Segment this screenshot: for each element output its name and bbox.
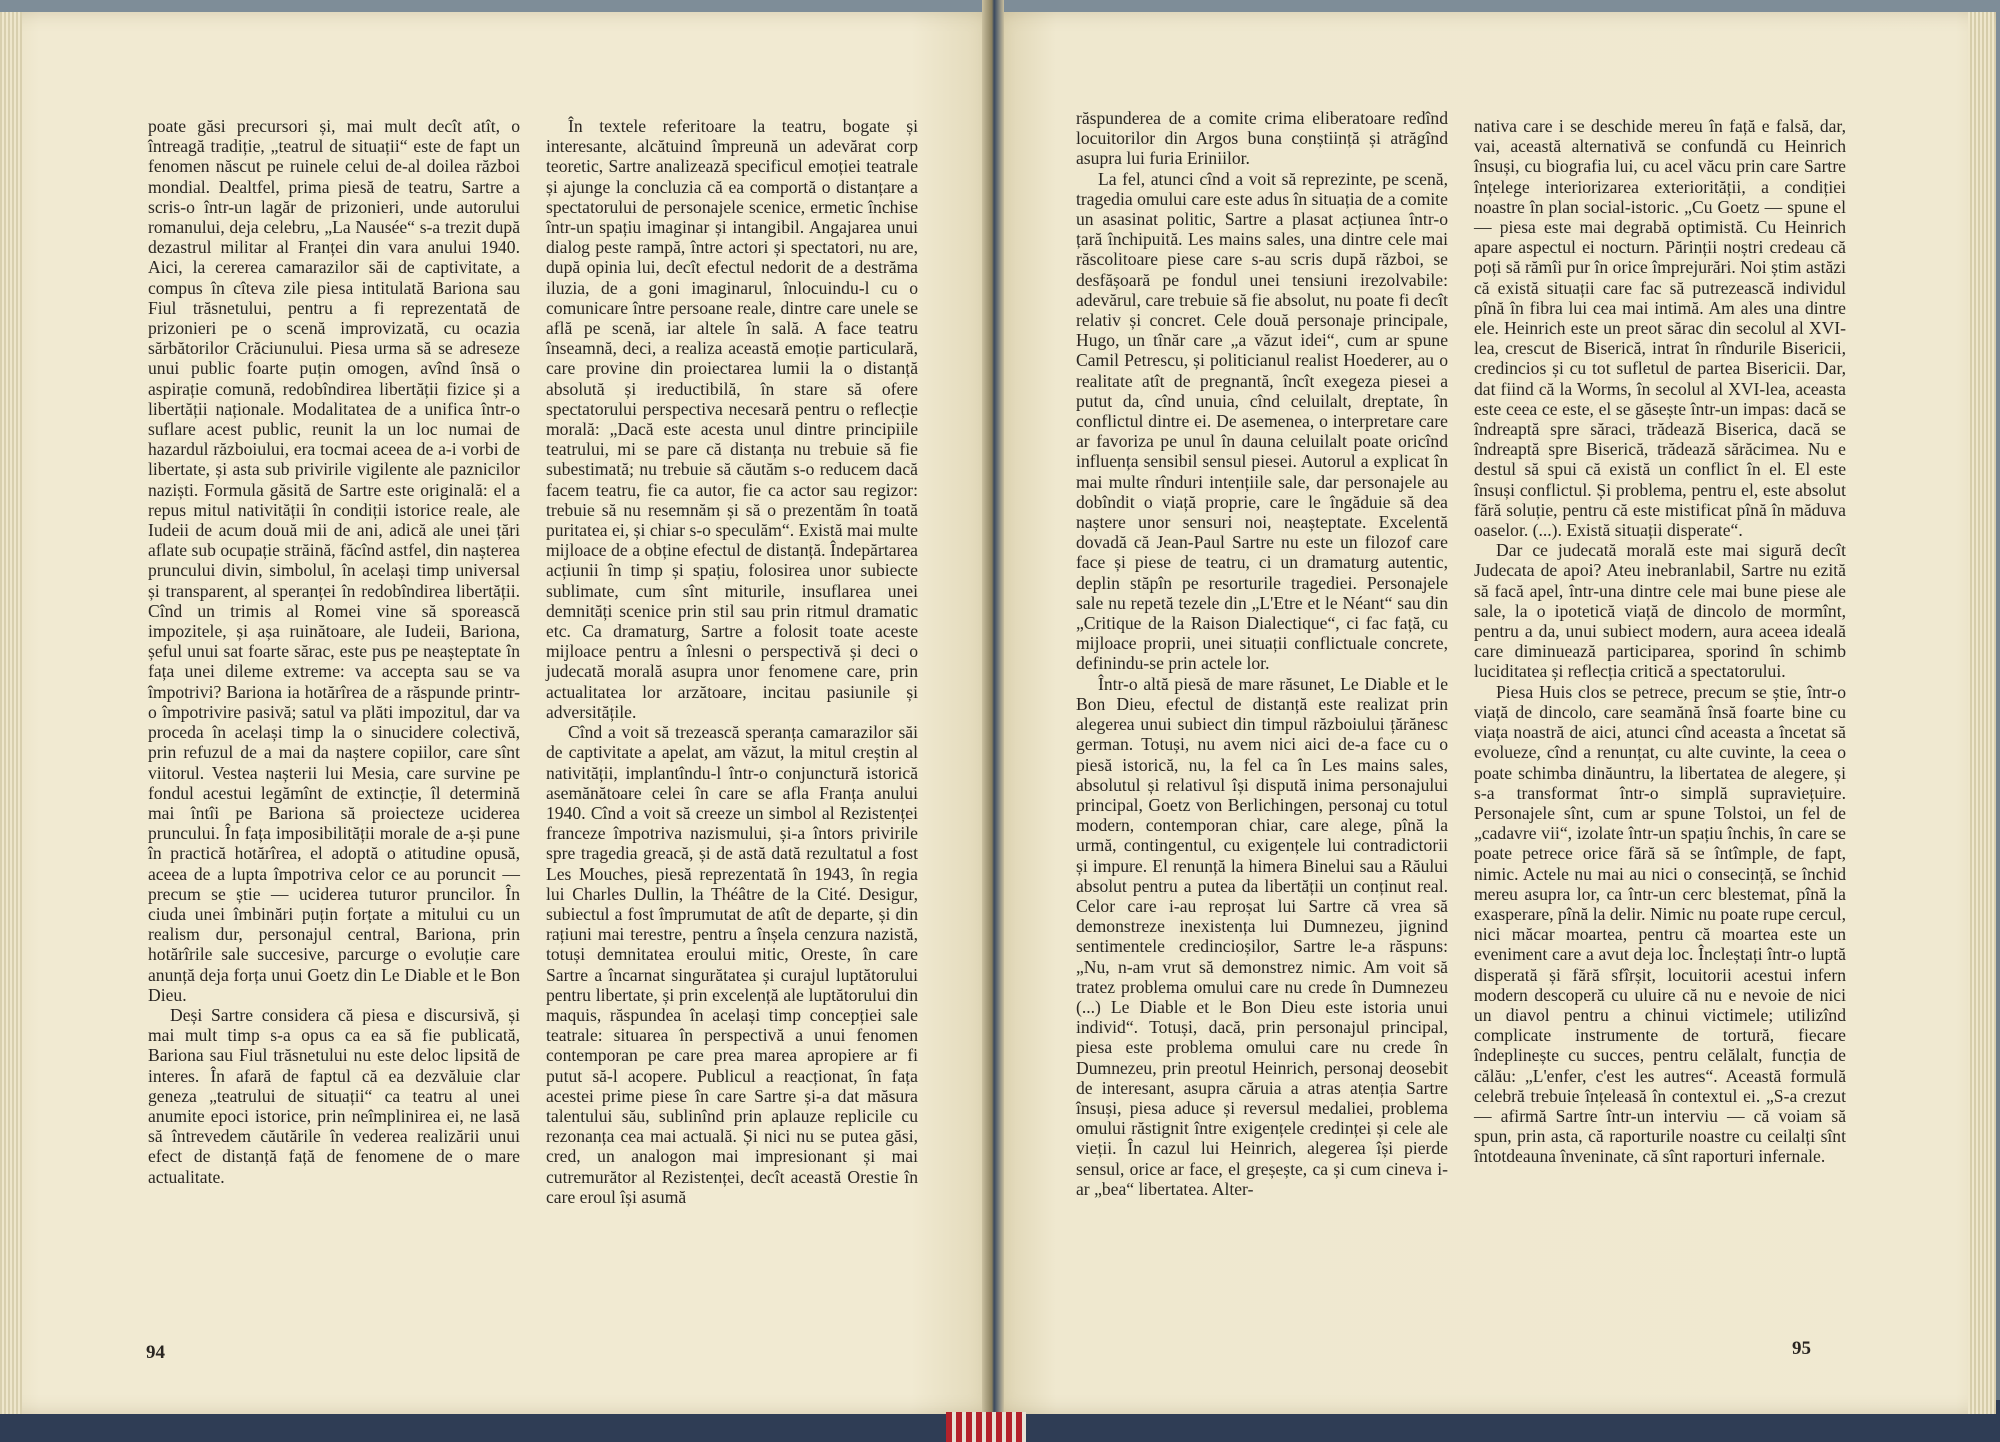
left-page bbox=[0, 12, 990, 1414]
paragraph: Cînd a voit să trezească speranța camarazilor săi de captivitate a apelat, am văzut, la mitul creștin al nativității, implantîndu-l într-o conjunctură istorică asemănătoare celei în care se afla Franța anului 1940. Cînd a voit să creeze un simbol al Rezistenței franceze împotriva nazismului, și-a întors privirile spre tragedia greacă, și de astă dată rezultatul a fost Les Mouches, piesă reprezentată în 1943, în regia lui Charles Dullin, la Théâtre de la Cité. Desigur, subiectul a fost împrumutat de atît de departe, și din rațiuni mai terestre, pentru a înșela cenzura nazistă, totuși demnitatea eroului mitic, Oreste, în care Sartre a încarnat singurătatea și curajul luptătorului pentru libertate, și prin excelență ale luptătorului din maquis, răspundea în același timp concepției sale teatrale: situarea în perspectivă a unui fenomen contemporan pe care prea marea apropiere ar fi putut să-l acopere. Publicul a reacționat, în fața acestei prime piese în care Sartre și-a dat măsura talentului său, sublinînd prin aplauze replicile cu rezonanța cea mai actuală. Și nici nu se putea găsi, cred, un analogon mai impresionant și mai cutremurător al Rezistenței, decît această Orestie în care eroul își asumă bbox=[546, 722, 918, 1207]
paragraph: răspunderea de a comite crima eliberatoare redînd locuitorilor din Argos buna conștiință și atrăgînd asupra lui furia Eriniilor. bbox=[1076, 108, 1448, 169]
left-page-edge bbox=[0, 12, 22, 1414]
paragraph: Într-o altă piesă de mare răsunet, Le Diable et le Bon Dieu, efectul de distanță este realizat prin alegerea unui subiect din timpul războiului țărănesc german. Totuși, nu avem nici aici de-a face cu o piesă istorică, nu, la fel ca în Les mains sales, absolutul și relativul își dispută inima personajului principal, Goetz von Berlichingen, personaj cu totul modern, contemporan chiar, care alege, pînă la urmă, contingentul, cu exigențele lui contradictorii și impure. El renunță la himera Binelui sau a Răului absolut pentru a putea da libertății un conținut real. Celor care i-au reproșat lui Sartre că vrea să demonstreze inexistența lui Dumnezeu, jignind sentimentele credincioșilor, Sartre le-a răspuns: „Nu, n-am vrut să demonstrez nimic. Am voit să tratez problema omului care nu crede în Dumnezeu (...) Le Diable et le Bon Dieu este istoria unui individ“. Totuși, dacă, prin personajul principal, piesa este problema omului care nu crede în Dumnezeu, prin preotul Heinrich, personaj deosebit de interesant, asupra căruia a atras atenția Sartre însuși, piesa aduce și reversul medaliei, problema omului răstignit între exigențele credinței și cele ale vieții. În cazul lui Heinrich, alegerea își pierde sensul, orice ar face, el greșește, ca și cum cineva i-ar „bea“ libertatea. Alter- bbox=[1076, 673, 1448, 1199]
paragraph: Deși Sartre considera că piesa e discursivă, și mai mult timp s-a opus ca ea să fie publicată, Bariona sau Fiul trăsnetului nu este deloc lipsită de interes. În afară de faptul că ea dezvăluie clar geneza „teatrului de situații“ ca teatru al unei anumite epoci istorice, prin neîmplinirea ei, ne lasă să întrevedem căutările în vederea realizării unui efect de distanță față de fenomene de o mare actualitate. bbox=[148, 1004, 520, 1187]
paragraph: În textele referitoare la teatru, bogate și interesante, alcătuind împreună un adevărat corp teoretic, Sartre analizează specificul emoției teatrale și ajunge la concluzia că ea comportă o distanțare a spectatorului de personajele scenice, ermetic închise într-un spațiu imaginar și intangibil. Angajarea unui dialog peste rampă, între actori și spectatori, nu are, după opinia lui, decît efectul nedorit de a destrăma iluzia, de a goni imaginarul, înlocuindu-l cu o comunicare între persoane reale, dintre care unele se află pe scenă, iar altele în sală. A face teatru înseamnă, deci, a realiza această emoție particulară, care provine din proiectarea lumii la o distanță absolută și ireductibilă, în stare să ofere spectatorului perspectiva necesară pentru o reflecție morală: „Dacă este acesta unul dintre principiile teatrului, mi se pare că distanța nu trebuie să fie subestimată; nu trebuie să căutăm s-o reducem dacă facem teatru, fie ca autor, fie ca actor sau regizor: trebuie să nu resemnăm și să o prezentăm în toată puritatea ei, și chiar s-o speculăm“. Există mai multe mijloace de a obține efectul de distanță. Îndepărtarea acțiunii în timp și spațiu, folosirea unor subiecte sublimate, cum sînt miturile, insuflarea unei demnități scenice prin stil sau prin ritmul dramatic etc. Ca dramaturg, Sartre a folosit toate aceste mijloace pentru a înlesni o perspectivă și deci o judecată morală asupra unor fenomene care, prin actualitatea lor arzătoare, incitau pasiunile și adversitățile. bbox=[546, 116, 918, 722]
page-number-left: 94 bbox=[146, 1342, 165, 1363]
right-page-column-1 bbox=[1076, 108, 1448, 1199]
left-page-column-2 bbox=[546, 116, 918, 1207]
paragraph: Piesa Huis clos se petrece, precum se știe, într-o viață de dincolo, care seamănă însă foarte bine cu viața noastră de aici, atunci cînd aceasta a încetat să evolueze, cînd a renunțat, cu alte cuvinte, la ceea o poate schimba dinăuntru, la libertatea de alegere, și s-a transformat într-o simplă supraviețuire. Personajele sînt, cum ar spune Tolstoi, un fel de „cadavre vii“, izolate într-un spațiu închis, în care se poate petrece orice fără să se întîmple, de fapt, nimic. Actele nu mai au nici o consecință, se închid mereu asupra lor, ca într-un cerc blestemat, pînă la exasperare, pînă la delir. Nimic nu poate rupe cercul, nici măcar moartea, pentru că moartea este un eveniment care a avut deja loc. Încleștați într-o luptă disperată și fără sfîrșit, locuitorii acestui infern modern descoperă cu uluire că nu e nevoie de nici un diavol pentru a chinui victimele; utilizînd complicate instrumente de tortură, fiecare îndeplinește cu succes, pentru celălalt, funcția de călău: „L'enfer, c'est les autres“. Această formulă celebră trebuie înțeleasă în contextul ei. „S-a crezut — afirmă Sartre într-un interviu — că voiam să spun, prin asta, că raporturile noastre cu ceilalți sînt întotdeauna înveninate, că sînt raporturi infernale. bbox=[1474, 681, 1846, 1167]
paragraph: poate găsi precursori și, mai mult decît atît, o întreagă tradiție, „teatrul de situații“ este de fapt un fenomen născut pe ruinele celui de-al doilea război mondial. Dealtfel, prima piesă de teatru, Sartre a scris-o într-un lagăr de prizonieri, unde autorului romanului, deja celebru, „La Nausée“ s-a trezit după dezastrul militar al Franței din vara anului 1940. Aici, la cererea camarazilor săi de captivitate, a compus în cîteva zile piesa intitulată Bariona sau Fiul trăsnetului, pentru a fi reprezentată de prizonieri pe o scenă improvizată, cu ocazia sărbătorilor Crăciunului. Piesa urma să se adreseze unui public foarte puțin omogen, avînd însă o aspirație comună, redobîndirea libertății fizice și a libertății naționale. Modalitatea de a unifica într-o suflare acest public, reunit la un loc numai de hazardul războiului, era tocmai aceea de a-i vorbi de libertate, și asta sub privirile vigilente ale paznicilor naziști. Formula găsită de Sartre este originală: el a repus mitul nativității în condiții istorice reale, ale Iudeii de acum două mii de ani, adică ale unei țări aflate sub ocupație străină, făcînd astfel, din nașterea pruncului divin, simbolul, în același timp universal și transparent, al speranței în redobîndirea libertății. Cînd un trimis al Romei vine să sporească impozitele, și așa ruinătoare, ale Iudeii, Bariona, șeful unui sat foarte sărac, este pus pe neașteptate în fața unei dileme extreme: va accepta sau se va împotrivi? Bariona ia hotărîrea de a răspunde printr-o împotrivire pasivă; satul va plăti impozitul, dar va proceda în același timp la o sinucidere colectivă, prin refuzul de a mai da naștere copiilor, care sînt viitorul. Vestea nașterii lui Mesia, care survine pe fondul acestui legămînt de extincție, îl determină mai întîi pe Bariona să proiecteze uciderea pruncului. În fața imposibilității morale de a-și pune în practică hotărîrea, el adoptă o atitudine opusă, aceea de a lupta împotriva celor ce au poruncit — precum se știe — uciderea tuturor pruncilor. În ciuda unei îmbinări puțin forțate a mitului cu un realism dur, personajul central, Bariona, prin hotărîrile sale succesive, parcurge o evoluție care anunță deja forța unui Goetz din Le Diable et le Bon Dieu. bbox=[148, 116, 520, 1005]
paragraph: La fel, atunci cînd a voit să reprezinte, pe scenă, tragedia omului care este adus în situația de a comite un asasinat politic, Sartre a plasat acțiunea într-o țară închipuită. Les mains sales, una dintre cele mai răscolitoare piese care s-au scris după război, se desfășoară pe fondul unei tensiuni irezolvabile: adevărul, care trebuie să fie absolut, nu poate fi decît relativ și concret. Cele două personaje principale, Hugo, un tînăr care „a văzut idei“, cum ar spune Camil Petrescu, și politicianul realist Hoederer, au o realitate atît de pregnantă, încît exegeza piesei a putut da, cînd unuia, cînd celuilalt, dreptate, în conflictul dintre ei. De asemenea, o interpretare care ar favoriza pe unul în dauna celuilalt poate oricînd influența sensibil sensul piesei. Autorul a explicat în mai multe rînduri intențiile sale, dar personajele au dobîndit o viață proprie, care le îngăduie să dea naștere unor sensuri noi, neașteptate. Excelentă dovadă că Jean-Paul Sartre nu este un filozof care face și piese de teatru, ci un dramaturg autentic, deplin stăpîn pe resorturile tragediei. Personajele sale nu repetă tezele din „L'Etre et le Néant“ sau din „Critique de la Raison Dialectique“, ci fac față, cu mijloace proprii, unei situații conflictuale concrete, definindu-se prin actele lor. bbox=[1076, 168, 1448, 674]
bookmark-ribbon bbox=[946, 1412, 1026, 1442]
right-page-column-2 bbox=[1474, 116, 1846, 1167]
book-gutter bbox=[982, 0, 1004, 1442]
paragraph: Dar ce judecată morală este mai sigură decît Judecata de apoi? Ateu inebranlabil, Sartre nu ezită să facă apel, într-una dintre cele mai bune piese ale sale, la o ipotetică viață de dincolo de mormînt, pentru a da, unui subiect modern, aura aceea ideală care diminuează participarea, sporind în schimb luciditatea și reflecția critică a spectatorului. bbox=[1474, 540, 1846, 682]
paragraph: nativa care i se deschide mereu în față e falsă, dar, vai, această alternativă se confundă cu Heinrich însuși, cu biografia lui, cu acel văcu prin care Sartre înțelege interiorizarea exteriorității, a condiției noastre în plan social-istoric. „Cu Goetz — spune el — piesa este mai degrabă optimistă. Cu Heinrich apare aspectul ei nocturn. Părinții noștri credeau că poți să rămîi pur în orice împrejurări. Noi știm astăzi că există situații care fac să putrezească individul pînă în fibra lui cea mai intimă. Am ales una dintre ele. Heinrich este un preot sărac din secolul al XVI-lea, crescut de Biserică, intrat în rîndurile Bisericii, credincios și cu tot sufletul de partea Bisericii. Dar, dat fiind că la Worms, în secolul al XVI-lea, aceasta este ceea ce este, el se găsește într-un impas: dacă se îndreaptă spre săraci, trădează Biserica, dacă se îndreaptă spre Biserică, trădează sărăcimea. Nu e destul să spui că există un conflict în el. El este însuși conflictul. Și problema, pentru el, este absolut fără soluție, pentru că este mistificat pînă în măduva oaselor. (...). Există situații disperate“. bbox=[1474, 116, 1846, 541]
left-page-column-1 bbox=[148, 116, 520, 1187]
page-number-right: 95 bbox=[1792, 1338, 1811, 1359]
right-page bbox=[996, 12, 1996, 1414]
right-page-edge bbox=[1968, 12, 1994, 1414]
